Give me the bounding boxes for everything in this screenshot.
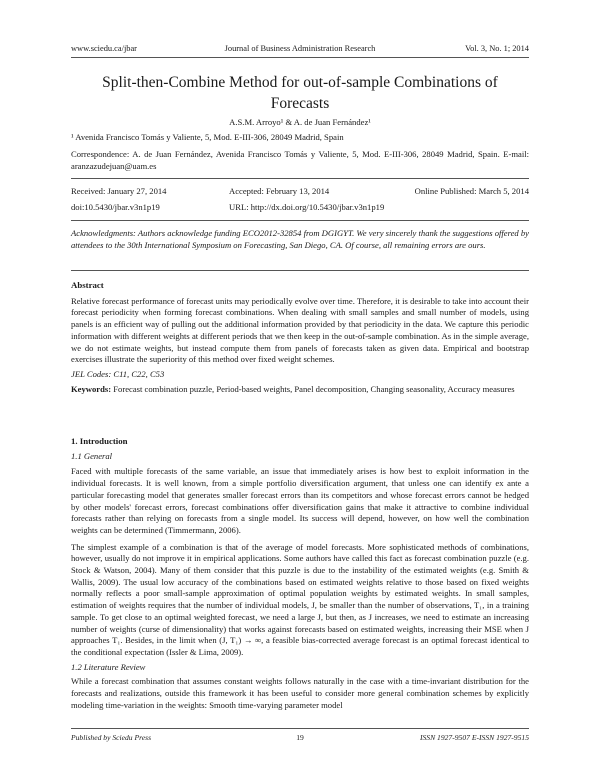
- literature-paragraph: While a forecast combination that assumes constant weights follows naturally in the case with a time-invariant distribution for the forecasts and realizations, outside this framework it has been useful to consider more general combination schemes by explicitly modeling time-variation in the weights: Smooth time-varying parameter model: [71, 676, 529, 710]
- doi-url[interactable]: URL: http://dx.doi.org/10.5430/jbar.v3n1p19: [229, 202, 385, 212]
- page-number: 19: [296, 733, 304, 742]
- publisher: Published by Sciedu Press: [71, 733, 152, 742]
- intro-paragraph-2: The simplest example of a combination is that of the average of model forecasts. More sophisticated methods of combinations, however, usually do not improve it in empirical applications. Some authors have called this fact as forecast combination puzzle (e.g. Stock & Watson, 2004). Many of them consider that this puzzle is due to the instability of the estimated weights (e.g. Smith & Wallis, 2009). The usual low accuracy of the combinations based on estimated weights relative to those based on fixed weights normally reflects a poor small-sample approximation of optimal population weights by estimated weights. In small samples, estimation of weights requires that the number of individual models, J, be smaller than the number of observations, T₁, in a training sample. To get close to an optimal weighted forecast, we need a large J, but then, as J increases, we need to estimate an increasing number of weights (curse of dimensionality) that works against forecasts based on estimated weights, increasing their MSE when J approaches T₁. Besides, in the limit when (J, T₁) → ∞, a feasible bias-corrected average forecast is an optimal forecast identical to the conditional expectation (Issler & Lima, 2009).: [71, 541, 529, 657]
- authors: A.S.M. Arroyo¹ & A. de Juan Fernández¹: [229, 117, 371, 127]
- acknowledgments-text: Acknowledgments: Authors acknowledge funding ECO2012-32854 from DGIGYT. We very sincerely thank the suggestions offered by attendees to the 30th International Symposium on Forecasting, San Diego, CA. Of course, all remaining errors are ours.: [71, 228, 529, 250]
- subsection-heading-literature: 1.2 Literature Review: [71, 661, 146, 672]
- keywords: Forecast combination puzzle, Period-based weights, Panel decomposition, Changing seasonality, Accuracy measures: [113, 383, 515, 394]
- ack-rule: [71, 270, 529, 271]
- volume-info: Vol. 3, No. 1; 2014: [465, 44, 529, 53]
- affiliation: ¹ Avenida Francisco Tomás y Valiente, 5, Mod. E-III-306, 28049 Madrid, Spain: [71, 131, 344, 142]
- correspondence: Correspondence: A. de Juan Fernández, Avenida Francisco Tomás y Valiente, 5, Mod. E-III-306, 28049 Madrid, Spain. E-mail: aranzazudejuan@uam.es: [71, 149, 529, 172]
- issn: ISSN 1927-9507 E-ISSN 1927-9515: [419, 733, 529, 742]
- paper-title: Split-then-Combine Method for out-of-sample Combinations of Forecasts: [102, 74, 498, 112]
- acknowledgments: [71, 228, 529, 251]
- introduction-section: [71, 436, 529, 711]
- journal-url[interactable]: www.sciedu.ca/jbar: [71, 44, 137, 53]
- abstract-heading: Abstract: [71, 280, 104, 290]
- footer-rule: [71, 728, 529, 729]
- jel-codes: JEL Codes: C11, C22, C53: [71, 368, 165, 379]
- journal-name: Journal of Business Administration Research: [224, 44, 376, 53]
- keywords-label: Keywords:: [71, 383, 112, 394]
- received-date: Received: January 27, 2014: [71, 186, 167, 196]
- dates-block: [71, 186, 529, 214]
- accepted-date: Accepted: February 13, 2014: [229, 186, 330, 196]
- running-header: [71, 44, 529, 56]
- intro-paragraph-1: Faced with multiple forecasts of the same variable, an issue that immediately arises is how best to exploit information in the individual forecasts. It is well known, from a simple portfolio diversification argument, that unless one can identify ex ante a particular forecasting model that generates smaller forecast errors than its competitors and whose forecast errors cannot be hedged by other models' forecast errors, forecast combinations offer diversification gains that make it attractive to combine individual forecasts rather than relying on forecasts from a single model. Its success will depend, however, on how well the combination weights can be determined (Timmermann, 2006).: [71, 466, 529, 535]
- abstract-text: Relative forecast performance of forecast units may periodically evolve over time. Therefore, it is desirable to take into account their forecast periodicity when forming forecast combinations. When dealing with small samples and small number of models, using panels is an efficient way of pulling out the additional information provided by that periodicity in the data. We capture this periodic information with different weights at different periods that we then keep in the out-of-sample combination. As in the simple average, we do not estimate weights, but instead compute them from panels of forecasts taken as given data. Empirical and bootstrap exercises illustrate the superiority of this method over fixed weight schemes.: [71, 295, 529, 365]
- dates-rule-top: [71, 178, 529, 179]
- section-heading-introduction: 1. Introduction: [71, 436, 128, 446]
- published-date: Online Published: March 5, 2014: [414, 186, 529, 196]
- running-footer: [71, 733, 529, 745]
- doi[interactable]: doi:10.5430/jbar.v3n1p19: [71, 202, 160, 212]
- dates-rule-bottom: [71, 220, 529, 221]
- subsection-heading-general: 1.1 General: [71, 450, 113, 461]
- abstract-section: [71, 280, 529, 395]
- front-matter: [71, 117, 529, 173]
- header-rule: [71, 57, 529, 58]
